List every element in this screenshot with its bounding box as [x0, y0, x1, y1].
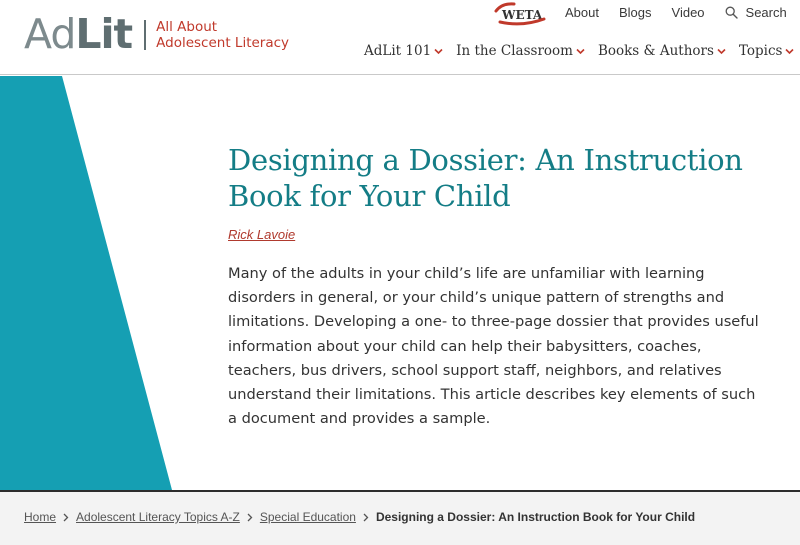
nav-topics[interactable] [739, 43, 795, 59]
search-link[interactable] [725, 5, 787, 20]
tagline-line-1: All About [156, 18, 218, 35]
breadcrumb [0, 492, 800, 545]
search-icon [725, 6, 738, 19]
nav-books-authors[interactable] [598, 43, 726, 59]
tagline-line-2: Adolescent Literacy [156, 34, 290, 51]
logo-tagline [156, 19, 289, 51]
nav-in-the-classroom[interactable] [456, 43, 585, 59]
about-link[interactable]: About [565, 5, 599, 20]
site-header [0, 0, 800, 75]
blogs-link[interactable]: Blogs [618, 5, 652, 20]
breadcrumb-topics[interactable]: Adolescent Literacy Topics A-Z [76, 510, 240, 524]
chevron-down-icon [785, 48, 794, 55]
utility-nav [565, 5, 787, 20]
breadcrumb-row [24, 510, 695, 524]
logo-divider [144, 20, 146, 50]
nav-books-authors-label: Books & Authors [597, 43, 714, 59]
main-nav [364, 43, 794, 59]
chevron-down-icon [434, 48, 443, 55]
chevron-right-icon [363, 513, 369, 522]
author-link[interactable]: Rick Lavoie [228, 227, 296, 242]
article-hero [0, 76, 800, 490]
article-title: Designing a Dossier: An Instruction Book for Your Child [228, 143, 743, 213]
breadcrumb-current: Designing a Dossier: An Instruction Book for Your Child [375, 510, 696, 524]
breadcrumb-special-education[interactable]: Special Education [259, 510, 356, 524]
svg-text:WETA: WETA [502, 8, 543, 22]
logo-ad-text: Ad [24, 10, 76, 58]
weta-logo-link[interactable] [492, 2, 548, 26]
logo-lit-text: Lit [75, 10, 133, 58]
nav-adlit-101[interactable] [364, 43, 443, 59]
adlit-logo [24, 10, 133, 58]
search-label: Search [745, 5, 787, 20]
nav-in-the-classroom-label: In the Classroom [456, 43, 573, 59]
chevron-down-icon [576, 48, 585, 55]
nav-topics-label: Topics [738, 43, 783, 59]
chevron-right-icon [247, 513, 253, 522]
breadcrumb-home[interactable]: Home [24, 510, 57, 524]
nav-adlit-101-label: AdLit 101 [364, 43, 432, 59]
adlit-logo-link[interactable] [24, 10, 290, 58]
video-link[interactable]: Video [671, 5, 705, 20]
chevron-down-icon [717, 48, 726, 55]
teal-accent-shape [0, 76, 180, 490]
article-summary: Many of the adults in your child’s life are unfamiliar with learning disorders in general, or your child’s unique pattern of strengths and limitations. Developing a one- to three-page dossier that provides useful information about your child can help their babysitters, coaches, teachers, bus drivers, school support staff, neighbors, and relatives understand their limitations. This article describes key elements of such a document and provides a sample. [228, 265, 759, 428]
weta-logo [492, 2, 548, 26]
chevron-right-icon [63, 513, 69, 522]
